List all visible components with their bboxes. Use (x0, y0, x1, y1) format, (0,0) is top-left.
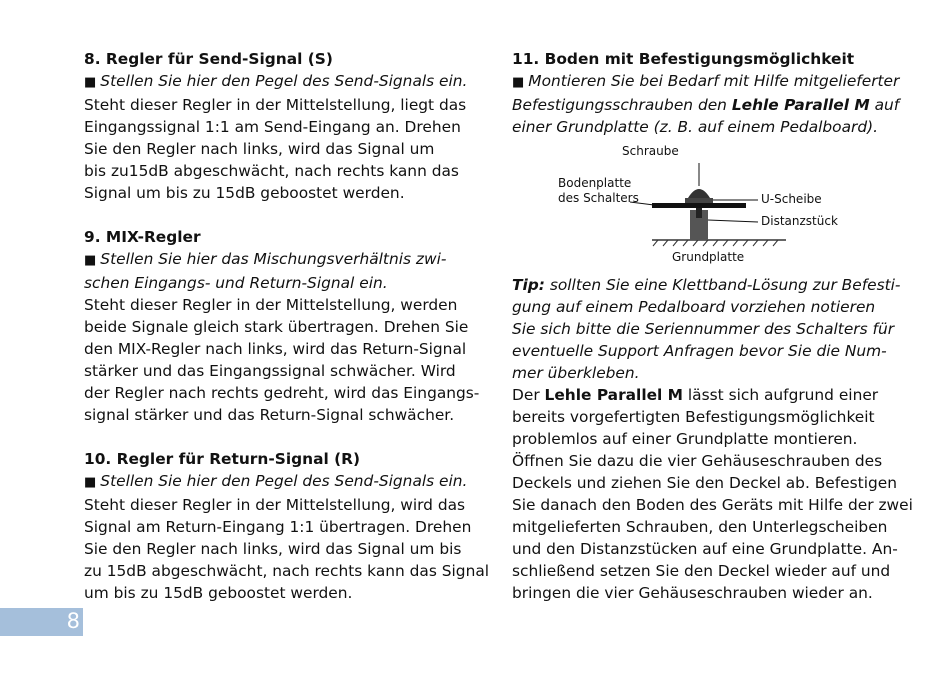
section-9-instruction: ■ Stellen Sie hier das Mischungsverhältnis zwi- (84, 250, 447, 268)
bullet-icon: ■ (84, 475, 97, 490)
tip-label: Tip: (512, 276, 545, 294)
section-11-instruction-line: einer Grundplatte (z. B. auf einem Pedalboard). (512, 118, 879, 136)
bullet-icon: ■ (84, 253, 97, 268)
section-8-body-line: Eingangssignal 1:1 am Send-Eingang an. Drehen (84, 118, 461, 136)
section-8-instruction: ■ Stellen Sie hier den Pegel des Send-Signals ein. (84, 72, 468, 90)
section-9-instruction-line: schen Eingangs- und Return-Signal ein. (84, 274, 388, 292)
section-9-body-line: beide Signale gleich stark übertragen. Drehen Sie (84, 318, 469, 336)
mounting-paragraph-line: Öffnen Sie dazu die vier Gehäuseschrauben des (512, 452, 883, 470)
section-8-body-line: Sie den Regler nach links, wird das Signal um (84, 140, 435, 158)
page-number-tab (0, 608, 83, 636)
section-9-body-line: den MIX-Regler nach links, wird das Return-Signal (84, 340, 467, 358)
label-bodenplatte: Bodenplatte des Schalters (558, 176, 639, 205)
mounting-paragraph-line: problemlos auf einer Grundplatte montieren. (512, 430, 858, 448)
mounting-paragraph-line: und den Distanzstücken auf eine Grundplatte. An- (512, 540, 898, 558)
left-column (84, 48, 494, 604)
section-11-instruction-line: Befestigungsschrauben den Lehle Parallel M auf (512, 96, 900, 114)
tip-line: Tip: sollten Sie eine Klettband-Lösung zur Befesti- (512, 276, 901, 294)
label-uscheibe: U-Scheibe (761, 192, 822, 206)
mounting-paragraph-line: bereits vorgefertigten Befestigungsmöglichkeit (512, 408, 875, 426)
tip-line: gung auf einem Pedalboard vorziehen notieren (512, 298, 876, 316)
section-10-body-line: Signal am Return-Eingang 1:1 übertragen. Drehen (84, 518, 472, 536)
section-9-heading: 9. MIX-Regler (84, 228, 201, 246)
right-column (512, 48, 922, 604)
section-9-body-line: signal stärker und das Return-Signal schwächer. (84, 406, 455, 424)
tip-line: mer überkleben. (512, 364, 640, 382)
label-schraube: Schraube (622, 144, 679, 158)
section-10-body-line: Steht dieser Regler in der Mittelstellung, wird das (84, 496, 466, 514)
section-11-heading: 11. Boden mit Befestigungsmöglichkeit (512, 50, 855, 68)
mounting-paragraph-line: schließend setzen Sie den Deckel wieder auf und (512, 562, 891, 580)
mounting-paragraph-line: Sie danach den Boden des Geräts mit Hilfe der zwei (512, 496, 913, 514)
bullet-icon: ■ (84, 75, 97, 90)
mounting-diagram (512, 146, 922, 268)
screw-head-shape (688, 189, 710, 198)
tip-line: eventuelle Support Anfragen bevor Sie die Num- (512, 342, 887, 360)
section-10-body-line: Sie den Regler nach links, wird das Signal um bis (84, 540, 462, 558)
section-9-body-line: Steht dieser Regler in der Mittelstellung, werden (84, 296, 458, 314)
section-8-body-line: bis zu15dB abgeschwächt, nach rechts kann das (84, 162, 459, 180)
section-11-instruction: ■ Montieren Sie bei Bedarf mit Hilfe mitgelieferter (512, 72, 900, 90)
base-plate-shape (652, 203, 746, 208)
tip-line: Sie sich bitte die Seriennummer des Schalters für (512, 320, 895, 338)
label-distanzstueck: Distanzstück (761, 214, 838, 228)
mounting-paragraph-line: Deckels und ziehen Sie den Deckel ab. Befestigen (512, 474, 897, 492)
washer-shape (685, 198, 713, 203)
section-8-body-line: Signal um bis zu 15dB geboostet werden. (84, 184, 405, 202)
label-grundplatte: Grundplatte (672, 250, 745, 264)
section-10-instruction: ■ Stellen Sie hier den Pegel des Send-Signals ein. (84, 472, 468, 490)
page-number: 8 (66, 609, 80, 633)
mounting-paragraph-line: bringen die vier Gehäuseschrauben wieder an. (512, 584, 873, 602)
mounting-paragraph-line: mitgelieferten Schrauben, den Unterlegscheiben (512, 518, 888, 536)
section-9-body-line: der Regler nach rechts gedreht, wird das Eingangs- (84, 384, 480, 402)
product-name: Lehle Parallel M (544, 386, 683, 404)
ground-plate-hatch (652, 240, 786, 246)
section-10-heading: 10. Regler für Return-Signal (R) (84, 450, 361, 468)
product-name: Lehle Parallel M (731, 96, 870, 114)
section-8-body-line: Steht dieser Regler in der Mittelstellung, liegt das (84, 96, 467, 114)
section-10-body-line: um bis zu 15dB geboostet werden. (84, 584, 353, 602)
section-9-body-line: stärker und das Eingangssignal schwächer. Wird (84, 362, 456, 380)
section-8-heading: 8. Regler für Send-Signal (S) (84, 50, 333, 68)
section-10-body-line: zu 15dB abgeschwächt, nach rechts kann das Signal (84, 562, 490, 580)
mounting-paragraph-line: Der Lehle Parallel M lässt sich aufgrund einer (512, 386, 879, 404)
bullet-icon: ■ (512, 75, 525, 90)
